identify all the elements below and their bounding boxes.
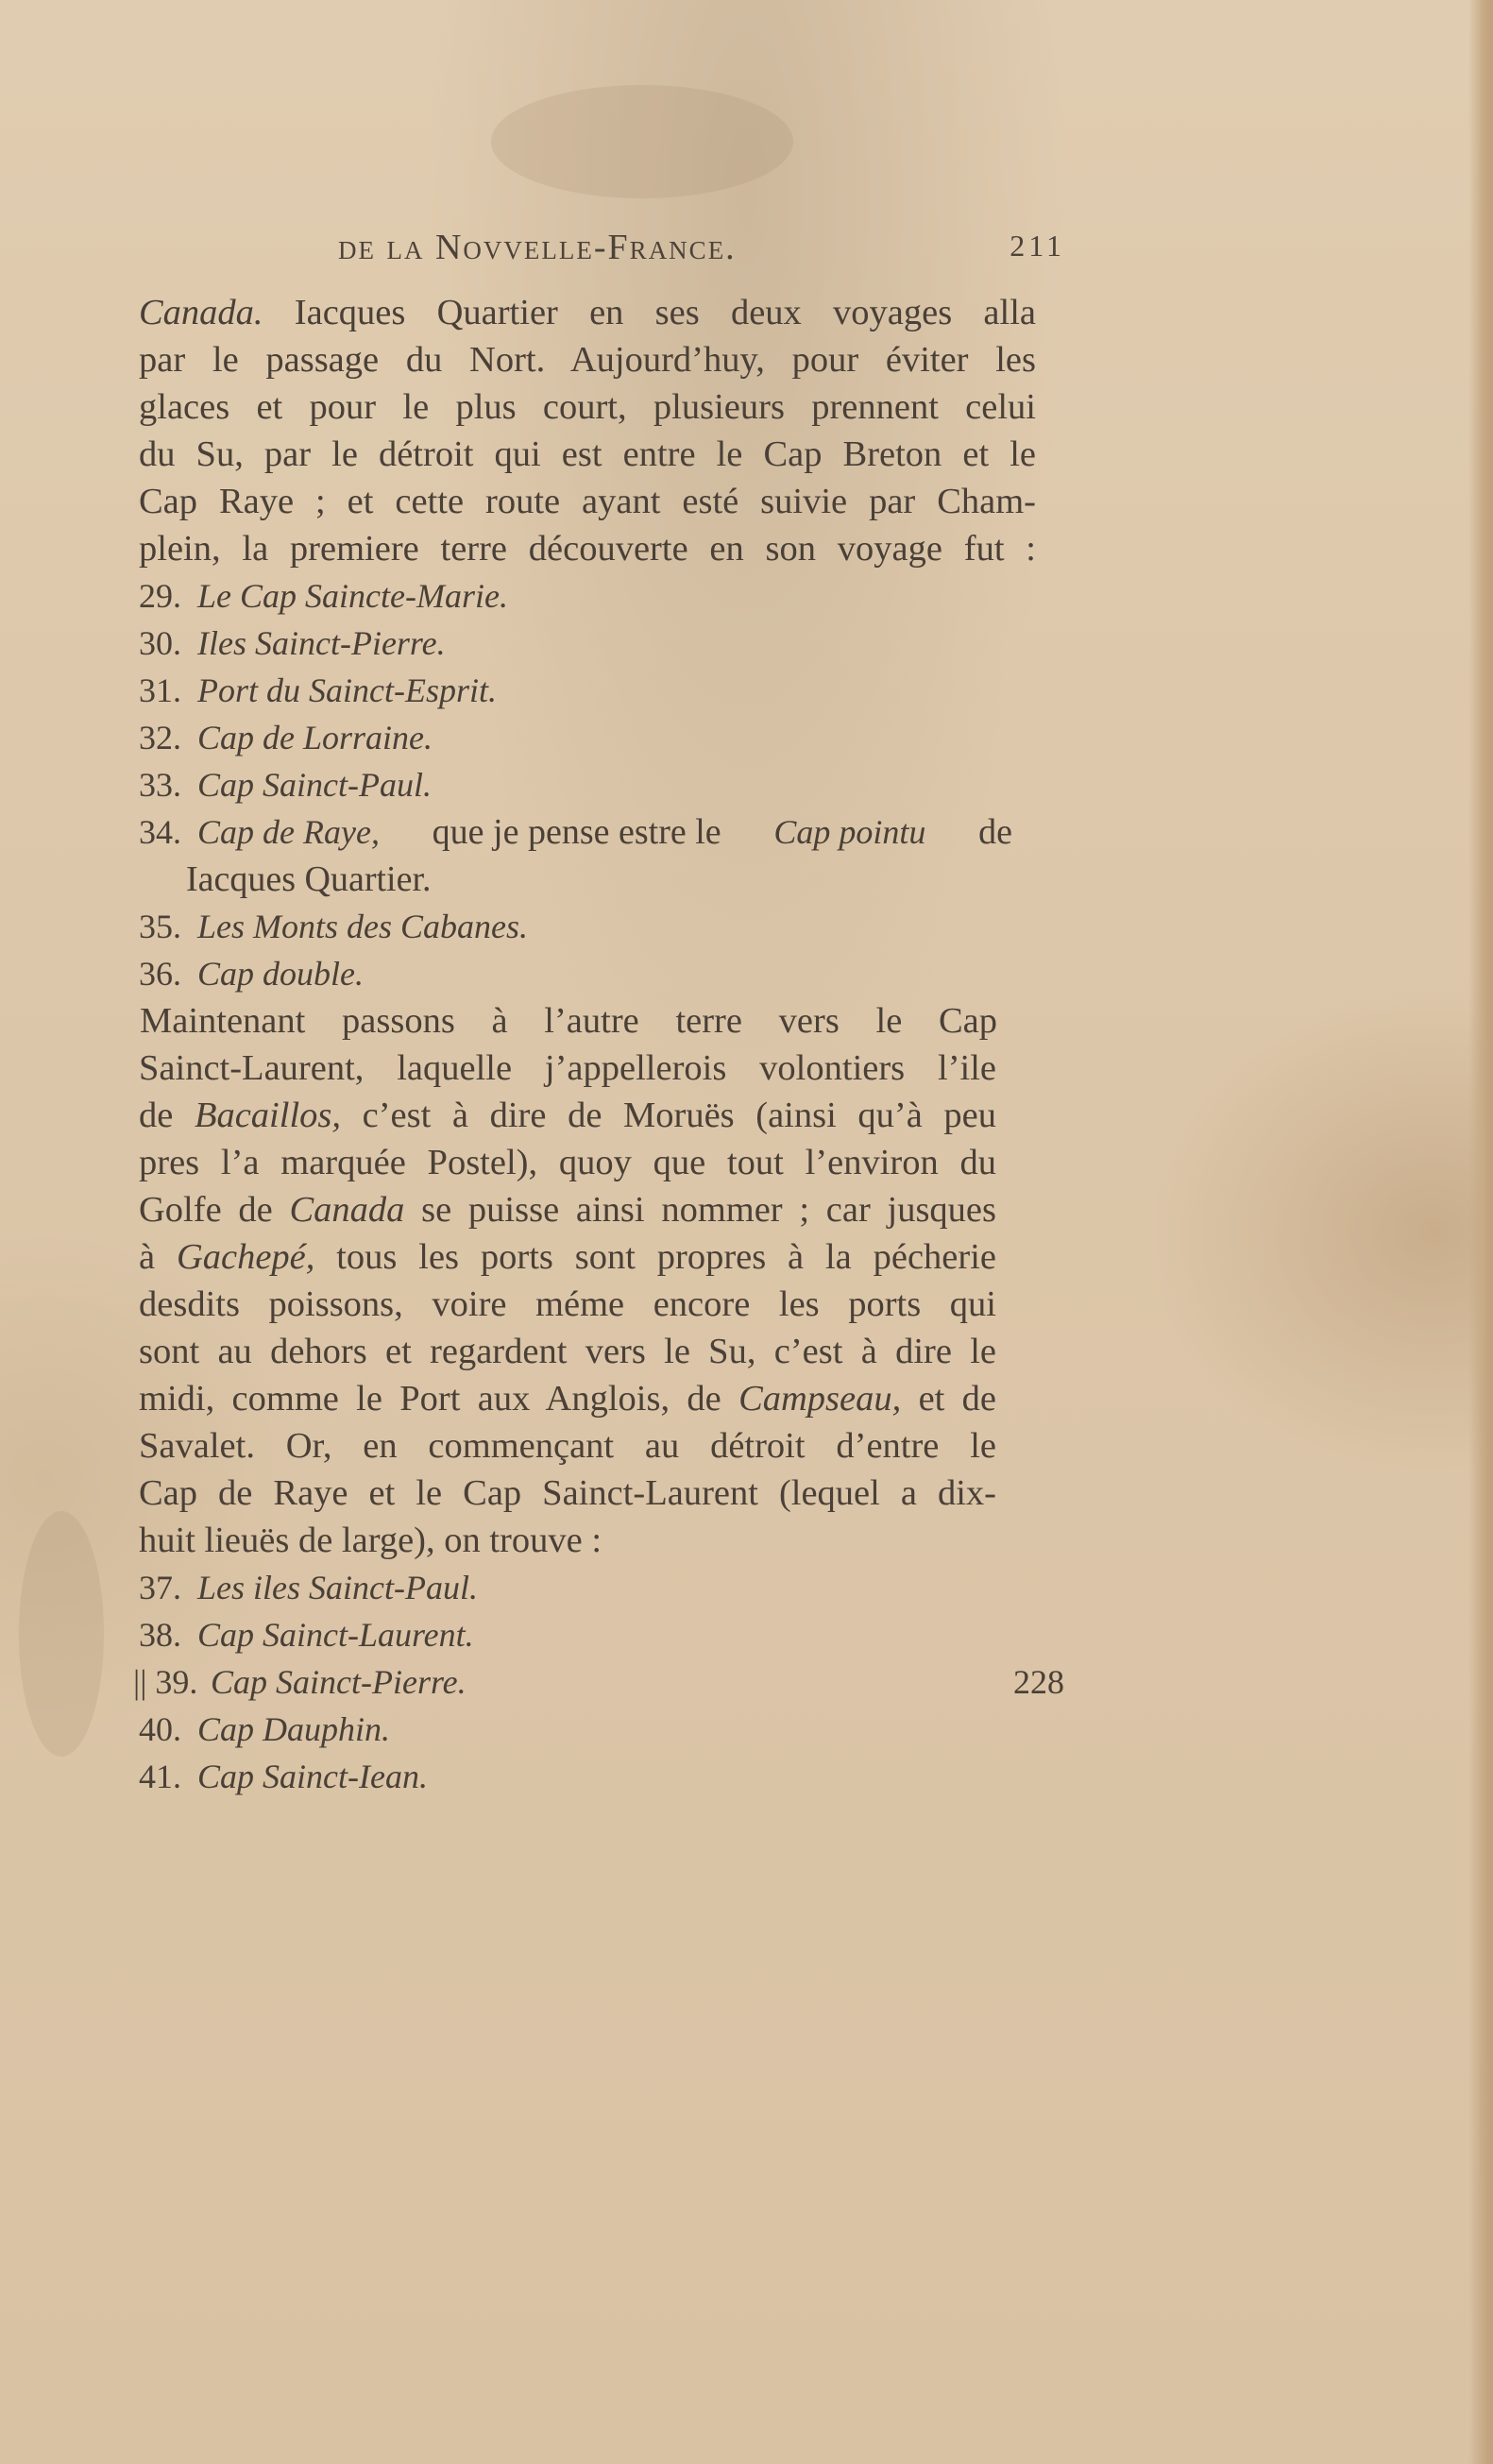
text-line: midi, comme le Port aux Anglois, de Campseau, et de xyxy=(139,1379,997,1419)
list-item: 37. Les iles Sainct-Paul. xyxy=(139,1569,478,1606)
foxing-stain xyxy=(491,85,793,198)
text-line: du Su, par le détroit qui est entre le Cap Breton et le xyxy=(139,434,1036,474)
list-item: 31. Port du Sainct-Esprit. xyxy=(139,671,497,709)
list-item: 33. Cap Sainct-Paul. xyxy=(139,766,432,804)
text-body xyxy=(133,289,1064,1800)
foxing-stain xyxy=(19,1511,104,1757)
text-line: sont au dehors et regardent vers le Su, c’est à dire le xyxy=(139,1332,996,1371)
text-line: Canada. Iacques Quartier en ses deux voyages alla xyxy=(139,293,1036,332)
text-line: Cap de Raye et le Cap Sainct-Laurent (lequel a dix- xyxy=(139,1473,996,1513)
page-edge-shadow xyxy=(1468,0,1493,2464)
text-line: Cap Raye ; et cette route ayant esté suivie par Cham- xyxy=(139,482,1036,521)
text-line: Maintenant passons à l’autre terre vers le Cap xyxy=(140,1001,997,1041)
text-line: Sainct-Laurent, laquelle j’appellerois volontiers l’ile xyxy=(139,1048,996,1088)
page-number: 211 xyxy=(1009,229,1065,263)
text-line: glaces et pour le plus court, plusieurs prennent celui xyxy=(139,387,1036,427)
text-line: à Gachepé, tous les ports sont propres à la pécherie xyxy=(139,1237,996,1277)
list-item: 41. Cap Sainct-Iean. xyxy=(139,1758,428,1795)
list-item: 34. Cap de Raye, que je pense estre le Cap pointu de xyxy=(139,812,1012,852)
list-item-continuation: Iacques Quartier. xyxy=(186,859,432,899)
text-line: pres l’a marquée Postel), quoy que tout l’environ du xyxy=(139,1143,996,1182)
text-line: par le passage du Nort. Aujourd’huy, pour éviter les xyxy=(139,340,1036,380)
list-item: 38. Cap Sainct-Laurent. xyxy=(139,1616,474,1654)
list-item: 29. Le Cap Saincte-Marie. xyxy=(139,577,508,615)
original-page-marker: 228 xyxy=(1013,1663,1064,1701)
list-item: 36. Cap double. xyxy=(139,955,364,993)
text-line: plein, la premiere terre découverte en son voyage fut : xyxy=(139,529,1036,569)
text-line: Savalet. Or, en commençant au détroit d’entre le xyxy=(139,1426,996,1466)
text-line: desdits poissons, voire méme encore les ports qui xyxy=(139,1284,996,1324)
list-item: 32. Cap de Lorraine. xyxy=(139,719,433,756)
text-line: huit lieuës de large), on trouve : xyxy=(139,1521,602,1560)
list-item: || 39. Cap Sainct-Pierre. 228 xyxy=(139,1658,1064,1706)
list-item: 35. Les Monts des Cabanes. xyxy=(139,908,528,945)
text-line: Golfe de Canada se puisse ainsi nommer ; car jusques xyxy=(139,1190,997,1230)
list-item: 30. Iles Sainct-Pierre. xyxy=(139,624,446,662)
running-header xyxy=(338,227,1065,276)
list-item: 40. Cap Dauphin. xyxy=(139,1710,391,1748)
text-line: de Bacaillos, c’est à dire de Moruës (ainsi qu’à peu xyxy=(139,1096,996,1135)
running-title: de la Novvelle-France. xyxy=(338,228,737,267)
